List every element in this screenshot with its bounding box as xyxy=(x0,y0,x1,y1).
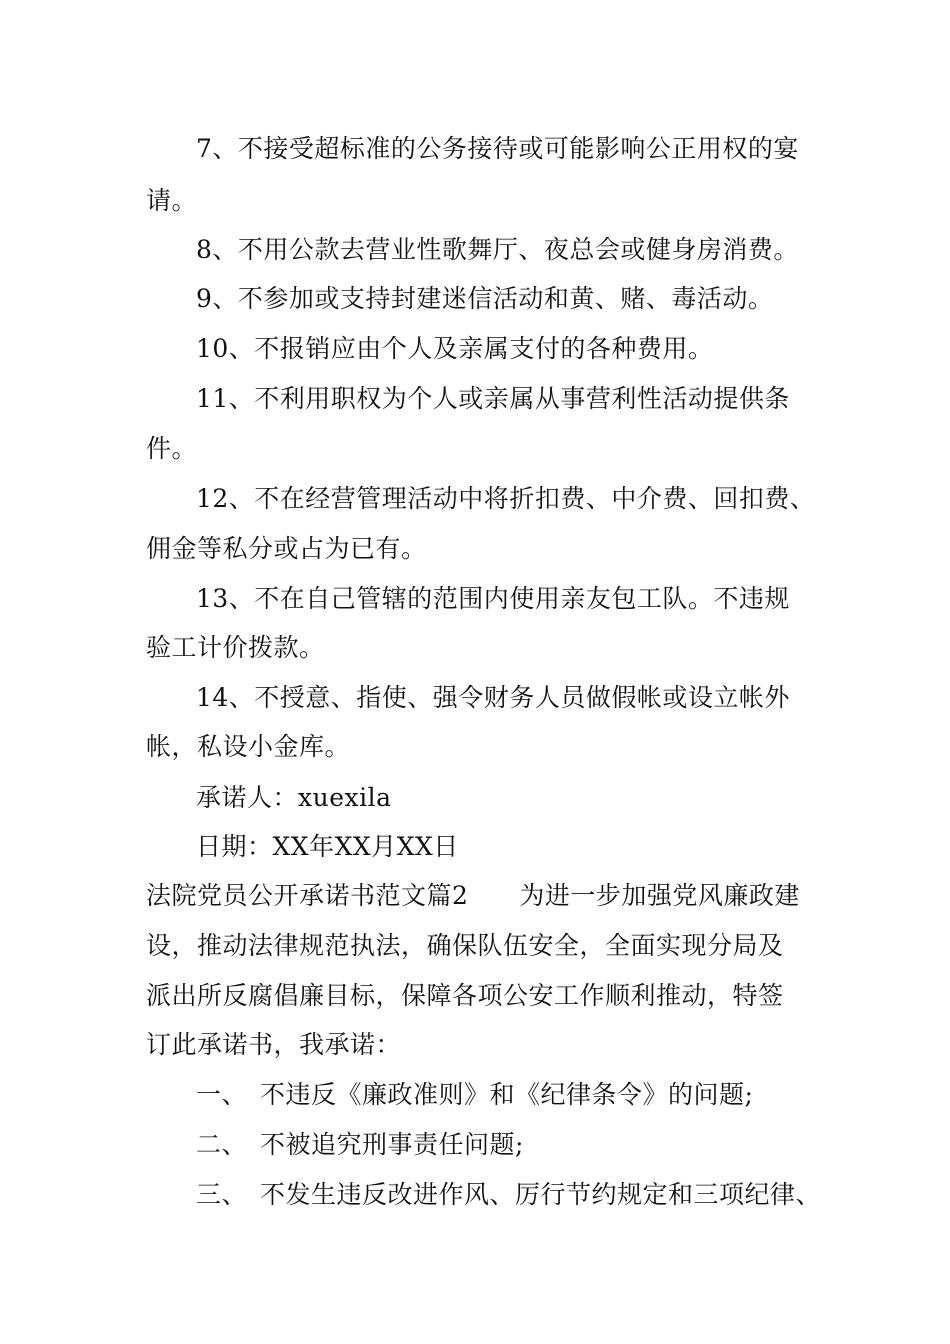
paragraph-line: 佣金等私分或占为已有。 xyxy=(146,534,427,563)
paragraph-line: 件。 xyxy=(146,434,198,463)
paragraph-line: 7、不接受超标准的公务接待或可能影响公正用权的宴 xyxy=(196,134,799,163)
paragraph-line: 验工计价拨款。 xyxy=(146,633,325,662)
paragraph-line: 10、不报销应由个人及亲属支付的各种费用。 xyxy=(196,334,714,363)
paragraph-line: 帐，私设小金库。 xyxy=(146,732,351,761)
paragraph-line: 13、不在自己管辖的范围内使用亲友包工队。不违规 xyxy=(196,584,790,613)
paragraph-line: 8、不用公款去营业性歌舞厅、夜总会或健身房消费。 xyxy=(196,235,799,264)
paragraph-line: 12、不在经营管理活动中将折扣费、中介费、回扣费、 xyxy=(196,484,816,513)
paragraph-line: 设，推动法律规范执法，确保队伍安全，全面实现分局及 xyxy=(146,931,784,960)
section-heading-line: 法院党员公开承诺书范文篇2 为进一步加强党风廉政建 xyxy=(146,881,800,910)
paragraph-line: 14、不授意、指使、强令财务人员做假帐或设立帐外 xyxy=(196,683,790,712)
paragraph-line: 9、不参加或支持封建迷信活动和黄、赌、毒活动。 xyxy=(196,284,774,313)
paragraph-line: 订此承诺书，我承诺： xyxy=(146,1030,402,1059)
list-item: 三、 不发生违反改进作风、厉行节约规定和三项纪律、 xyxy=(196,1180,822,1209)
paragraph-line: 11、不利用职权为个人或亲属从事营利性活动提供条 xyxy=(196,384,790,413)
date-line: 日期：XX年XX月XX日 xyxy=(196,832,459,861)
paragraph-line: 请。 xyxy=(146,186,198,215)
paragraph-line: 派出所反腐倡廉目标，保障各项公安工作顺利推动，特签 xyxy=(146,981,784,1010)
signatory-line: 承诺人：xuexila xyxy=(196,783,392,812)
list-item: 一、 不违反《廉政准则》和《纪律条令》的问题; xyxy=(196,1080,754,1109)
list-item: 二、 不被追究刑事责任问题; xyxy=(196,1130,524,1159)
